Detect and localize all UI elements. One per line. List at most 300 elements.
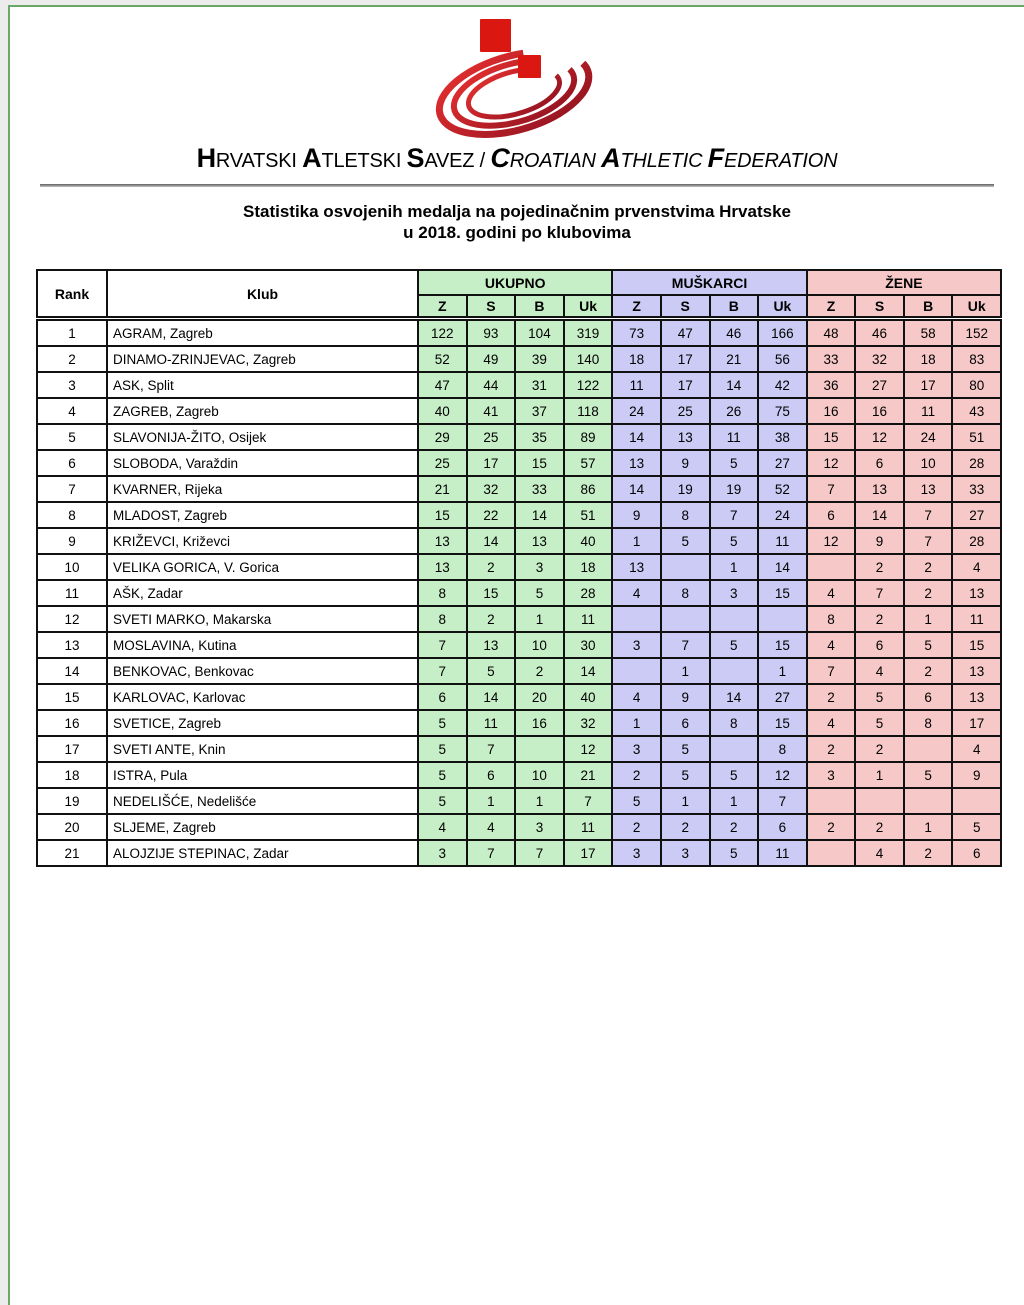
medal-cell (807, 554, 856, 580)
medal-cell: 12 (758, 762, 807, 788)
table-row (37, 840, 1001, 866)
table-row (37, 398, 1001, 424)
medal-cell: 6 (855, 632, 904, 658)
medal-cell: 2 (467, 554, 516, 580)
medal-cell: 46 (855, 319, 904, 347)
medal-cell: 1 (467, 788, 516, 814)
subcol-header: S (661, 295, 710, 319)
club-cell: KRIŽEVCI, Križevci (107, 528, 418, 554)
medal-cell: 17 (661, 346, 710, 372)
medal-cell: 35 (515, 424, 564, 450)
medal-cell: 37 (515, 398, 564, 424)
medal-cell: 9 (612, 502, 661, 528)
club-cell: KVARNER, Rijeka (107, 476, 418, 502)
club-cell: KARLOVAC, Karlovac (107, 684, 418, 710)
medal-cell: 6 (952, 840, 1001, 866)
club-cell: SVETI ANTE, Knin (107, 736, 418, 762)
org-name-segment: A (601, 143, 621, 173)
org-name-segment: RVATSKI (215, 150, 303, 172)
medal-cell: 14 (564, 658, 613, 684)
medal-cell: 7 (904, 528, 953, 554)
table-row (37, 372, 1001, 398)
medal-cell: 2 (807, 814, 856, 840)
medal-cell: 4 (952, 736, 1001, 762)
medal-cell: 13 (515, 528, 564, 554)
medal-cell: 2 (904, 840, 953, 866)
medal-cell: 2 (661, 814, 710, 840)
medal-cell: 14 (710, 684, 759, 710)
medal-cell (855, 788, 904, 814)
medal-cell: 16 (807, 398, 856, 424)
checker-square-small (518, 55, 541, 78)
club-cell: MOSLAVINA, Kutina (107, 632, 418, 658)
table-row (37, 476, 1001, 502)
medal-cell: 7 (418, 658, 467, 684)
medal-cell: 5 (467, 658, 516, 684)
table-row (37, 606, 1001, 632)
club-cell: MLADOST, Zagreb (107, 502, 418, 528)
medal-cell (807, 840, 856, 866)
medal-cell: 51 (952, 424, 1001, 450)
medal-cell: 5 (418, 710, 467, 736)
medal-cell: 58 (904, 319, 953, 347)
medal-cell: 39 (515, 346, 564, 372)
medal-cell: 18 (612, 346, 661, 372)
medal-cell: 14 (612, 476, 661, 502)
medal-cell: 7 (467, 736, 516, 762)
medal-cell: 5 (855, 710, 904, 736)
subcol-header: S (467, 295, 516, 319)
medal-cell: 31 (515, 372, 564, 398)
medal-cell: 9 (661, 684, 710, 710)
rank-cell: 13 (37, 632, 107, 658)
medal-cell: 17 (904, 372, 953, 398)
medal-cell: 36 (807, 372, 856, 398)
medal-cell: 32 (467, 476, 516, 502)
medal-cell: 15 (758, 632, 807, 658)
medal-cell: 9 (661, 450, 710, 476)
medal-cell: 47 (418, 372, 467, 398)
medal-cell: 6 (807, 502, 856, 528)
medal-cell: 5 (710, 632, 759, 658)
medal-cell: 13 (418, 528, 467, 554)
medal-cell: 6 (467, 762, 516, 788)
table-row (37, 788, 1001, 814)
medal-cell: 122 (564, 372, 613, 398)
medal-cell: 3 (710, 580, 759, 606)
table-row (37, 658, 1001, 684)
medal-cell: 6 (661, 710, 710, 736)
medal-cell: 3 (418, 840, 467, 866)
rank-cell: 7 (37, 476, 107, 502)
table-row (37, 814, 1001, 840)
medal-cell: 42 (758, 372, 807, 398)
medal-cell: 118 (564, 398, 613, 424)
medal-cell: 12 (564, 736, 613, 762)
medal-cell: 10 (515, 632, 564, 658)
medal-cell: 1 (758, 658, 807, 684)
medal-cell (612, 658, 661, 684)
medal-cell: 104 (515, 319, 564, 347)
medal-cell: 20 (515, 684, 564, 710)
medal-cell: 4 (855, 658, 904, 684)
medal-cell (904, 736, 953, 762)
medal-cell: 11 (564, 606, 613, 632)
medal-cell: 15 (952, 632, 1001, 658)
medal-cell: 2 (515, 658, 564, 684)
medal-cell: 9 (952, 762, 1001, 788)
medal-cell (612, 606, 661, 632)
checker-square-large (480, 19, 511, 52)
org-name-segment: C (490, 143, 510, 173)
medal-cell: 8 (758, 736, 807, 762)
medal-cell: 2 (855, 736, 904, 762)
rank-cell: 15 (37, 684, 107, 710)
medal-cell: 4 (952, 554, 1001, 580)
medal-cell: 2 (807, 684, 856, 710)
medal-cell: 28 (952, 450, 1001, 476)
club-cell: AŠK, Zadar (107, 580, 418, 606)
medal-cell: 7 (467, 840, 516, 866)
org-name-segment: AVEZ / (424, 150, 491, 172)
medal-cell: 3 (612, 632, 661, 658)
club-cell: VELIKA GORICA, V. Gorica (107, 554, 418, 580)
track-swoosh-icon (432, 36, 598, 141)
page-frame (8, 5, 1024, 1305)
medal-cell: 6 (904, 684, 953, 710)
subcol-header: Uk (564, 295, 613, 319)
medal-cell: 4 (807, 632, 856, 658)
org-name-segment: EDERATION (723, 150, 838, 172)
medal-cell: 1 (710, 554, 759, 580)
medal-cell: 7 (418, 632, 467, 658)
medal-cell: 27 (758, 450, 807, 476)
medal-cell: 8 (710, 710, 759, 736)
medal-cell (710, 736, 759, 762)
medal-cell: 8 (418, 606, 467, 632)
page-title-line1: Statistika osvojenih medalja na pojedinačnim prvenstvima Hrvatske (243, 202, 791, 221)
medal-cell: 5 (612, 788, 661, 814)
medal-cell: 2 (855, 554, 904, 580)
medal-cell: 89 (564, 424, 613, 450)
medal-cell (661, 554, 710, 580)
medal-cell: 1 (904, 606, 953, 632)
medal-cell: 11 (758, 840, 807, 866)
medal-cell: 2 (467, 606, 516, 632)
medal-cell: 10 (515, 762, 564, 788)
medal-cell: 73 (612, 319, 661, 347)
group-header-row (37, 270, 1001, 295)
medal-cell: 10 (904, 450, 953, 476)
medal-cell: 7 (515, 840, 564, 866)
medal-cell: 5 (661, 762, 710, 788)
medal-cell: 15 (758, 580, 807, 606)
medal-cell: 11 (904, 398, 953, 424)
rank-cell: 18 (37, 762, 107, 788)
club-cell: NEDELIŠĆE, Nedelišće (107, 788, 418, 814)
org-name-segment: ROATIAN (509, 150, 602, 172)
org-name-segment: TLETSKI (321, 150, 407, 172)
rank-cell: 1 (37, 319, 107, 347)
medal-cell: 33 (952, 476, 1001, 502)
subcol-header: S (855, 295, 904, 319)
medal-cell: 4 (855, 840, 904, 866)
club-cell: SLOBODA, Varaždin (107, 450, 418, 476)
subcol-header: B (904, 295, 953, 319)
rank-cell: 8 (37, 502, 107, 528)
medal-cell: 1 (515, 606, 564, 632)
medal-cell: 1 (855, 762, 904, 788)
medal-cell: 46 (710, 319, 759, 347)
medal-cell: 40 (418, 398, 467, 424)
medal-cell (904, 788, 953, 814)
org-name-segment: F (707, 143, 724, 173)
medal-cell: 1 (661, 788, 710, 814)
medal-cell: 4 (467, 814, 516, 840)
medal-cell: 7 (807, 476, 856, 502)
table-row (37, 580, 1001, 606)
medal-cell: 24 (612, 398, 661, 424)
medal-cell: 5 (661, 528, 710, 554)
rank-cell: 12 (37, 606, 107, 632)
org-name-segment: H (196, 143, 216, 173)
club-cell: SVETICE, Zagreb (107, 710, 418, 736)
medal-cell: 13 (952, 580, 1001, 606)
medal-cell: 6 (758, 814, 807, 840)
medal-cell: 2 (904, 554, 953, 580)
rank-cell: 2 (37, 346, 107, 372)
club-cell: SLJEME, Zagreb (107, 814, 418, 840)
rank-cell: 17 (37, 736, 107, 762)
club-cell: ISTRA, Pula (107, 762, 418, 788)
medal-cell (661, 606, 710, 632)
medal-cell: 21 (710, 346, 759, 372)
medal-cell: 32 (564, 710, 613, 736)
medal-cell: 2 (612, 814, 661, 840)
medal-cell: 3 (515, 814, 564, 840)
medal-cell: 25 (418, 450, 467, 476)
medal-cell: 2 (904, 580, 953, 606)
medal-cell (710, 606, 759, 632)
table-row (37, 424, 1001, 450)
club-cell: AGRAM, Zagreb (107, 319, 418, 347)
medal-cell: 3 (515, 554, 564, 580)
medal-cell: 24 (758, 502, 807, 528)
medal-cell: 5 (710, 762, 759, 788)
medal-cell: 19 (710, 476, 759, 502)
club-cell: SLAVONIJA-ŽITO, Osijek (107, 424, 418, 450)
club-cell: BENKOVAC, Benkovac (107, 658, 418, 684)
medal-cell: 152 (952, 319, 1001, 347)
medal-cell: 7 (710, 502, 759, 528)
medal-cell: 6 (855, 450, 904, 476)
medal-cell: 17 (661, 372, 710, 398)
medal-cell: 26 (710, 398, 759, 424)
medal-cell: 8 (418, 580, 467, 606)
medal-cell: 57 (564, 450, 613, 476)
medal-cell: 12 (807, 528, 856, 554)
medal-cell (515, 736, 564, 762)
subcol-header: B (710, 295, 759, 319)
rank-cell: 3 (37, 372, 107, 398)
org-name-segment: A (302, 143, 322, 173)
medal-cell: 7 (807, 658, 856, 684)
medal-cell: 8 (904, 710, 953, 736)
medal-cell: 25 (661, 398, 710, 424)
medal-cell: 2 (807, 736, 856, 762)
medal-cell: 2 (612, 762, 661, 788)
medal-cell: 5 (418, 762, 467, 788)
medal-cell: 13 (612, 554, 661, 580)
table-row (37, 710, 1001, 736)
medal-cell: 11 (612, 372, 661, 398)
rank-cell: 5 (37, 424, 107, 450)
medal-cell: 11 (952, 606, 1001, 632)
medal-cell: 9 (855, 528, 904, 554)
medal-cell: 15 (467, 580, 516, 606)
medal-cell: 7 (564, 788, 613, 814)
medal-cell: 319 (564, 319, 613, 347)
table-row (37, 632, 1001, 658)
page-title (10, 201, 1024, 243)
medal-cell: 27 (758, 684, 807, 710)
medal-cell: 44 (467, 372, 516, 398)
medal-cell: 15 (758, 710, 807, 736)
medal-cell: 8 (807, 606, 856, 632)
medal-cell: 5 (855, 684, 904, 710)
medal-cell: 14 (710, 372, 759, 398)
medal-cell: 27 (952, 502, 1001, 528)
table-row (37, 319, 1001, 347)
medal-cell: 28 (952, 528, 1001, 554)
medal-cell: 40 (564, 684, 613, 710)
medal-cell: 140 (564, 346, 613, 372)
table-row (37, 762, 1001, 788)
subcol-header: Uk (758, 295, 807, 319)
medal-cell: 56 (758, 346, 807, 372)
medal-cell: 13 (661, 424, 710, 450)
medal-cell: 19 (661, 476, 710, 502)
medal-cell: 11 (467, 710, 516, 736)
medal-cell: 17 (467, 450, 516, 476)
org-name-segment: THLETIC (620, 150, 708, 172)
medal-cell: 5 (904, 762, 953, 788)
medal-cell: 7 (904, 502, 953, 528)
medal-cell: 13 (418, 554, 467, 580)
medal-cell: 16 (515, 710, 564, 736)
medal-cell: 3 (612, 840, 661, 866)
medal-cell: 5 (418, 788, 467, 814)
medal-cell: 4 (807, 710, 856, 736)
medal-cell: 17 (952, 710, 1001, 736)
rank-cell: 11 (37, 580, 107, 606)
medal-cell: 14 (467, 528, 516, 554)
medal-cell: 4 (612, 580, 661, 606)
medal-cell: 5 (661, 736, 710, 762)
org-name-segment: S (406, 143, 425, 173)
medal-cell: 13 (952, 684, 1001, 710)
separator-rule (40, 184, 994, 187)
medal-cell: 51 (564, 502, 613, 528)
medal-cell: 52 (418, 346, 467, 372)
club-cell: SVETI MARKO, Makarska (107, 606, 418, 632)
medal-cell: 5 (952, 814, 1001, 840)
medal-cell: 22 (467, 502, 516, 528)
medal-cell: 13 (612, 450, 661, 476)
table-row (37, 346, 1001, 372)
medal-cell: 18 (904, 346, 953, 372)
rank-cell: 4 (37, 398, 107, 424)
medal-cell: 12 (855, 424, 904, 450)
medal-cell: 21 (564, 762, 613, 788)
rank-cell: 14 (37, 658, 107, 684)
rank-cell: 9 (37, 528, 107, 554)
medal-cell: 2 (855, 814, 904, 840)
medal-cell (758, 606, 807, 632)
rank-cell: 21 (37, 840, 107, 866)
medal-cell: 4 (612, 684, 661, 710)
medal-cell: 49 (467, 346, 516, 372)
medal-cell: 75 (758, 398, 807, 424)
medal-cell: 47 (661, 319, 710, 347)
subcol-header: Z (612, 295, 661, 319)
medal-cell: 2 (904, 658, 953, 684)
table-row (37, 502, 1001, 528)
table-row (37, 684, 1001, 710)
medal-cell: 17 (564, 840, 613, 866)
medal-cell: 13 (467, 632, 516, 658)
medal-cell: 28 (564, 580, 613, 606)
medal-cell: 40 (564, 528, 613, 554)
medal-cell: 5 (710, 528, 759, 554)
medal-cell: 8 (661, 580, 710, 606)
medal-cell: 13 (855, 476, 904, 502)
subcol-header: Z (807, 295, 856, 319)
medal-cell: 4 (418, 814, 467, 840)
medal-cell: 7 (855, 580, 904, 606)
medal-cell: 1 (710, 788, 759, 814)
medal-cell: 4 (807, 580, 856, 606)
medals-table (36, 269, 1002, 867)
medal-cell: 5 (710, 450, 759, 476)
medal-cell: 11 (758, 528, 807, 554)
medal-cell: 15 (807, 424, 856, 450)
medal-cell: 93 (467, 319, 516, 347)
rank-cell: 20 (37, 814, 107, 840)
rank-cell: 6 (37, 450, 107, 476)
medal-cell: 30 (564, 632, 613, 658)
medal-cell: 15 (418, 502, 467, 528)
medal-cell: 14 (515, 502, 564, 528)
medal-cell: 1 (612, 528, 661, 554)
medal-cell: 6 (418, 684, 467, 710)
table-row (37, 450, 1001, 476)
rank-cell: 10 (37, 554, 107, 580)
medal-cell: 1 (612, 710, 661, 736)
medal-cell: 2 (710, 814, 759, 840)
org-name (10, 143, 1024, 174)
col-header-klub: Klub (107, 270, 418, 319)
table-row (37, 554, 1001, 580)
medal-cell: 14 (758, 554, 807, 580)
medal-cell (710, 658, 759, 684)
club-cell: ALOJZIJE STEPINAC, Zadar (107, 840, 418, 866)
club-cell: ZAGREB, Zagreb (107, 398, 418, 424)
table-row (37, 736, 1001, 762)
medal-cell: 2 (855, 606, 904, 632)
subcol-header: Uk (952, 295, 1001, 319)
medal-cell: 11 (710, 424, 759, 450)
